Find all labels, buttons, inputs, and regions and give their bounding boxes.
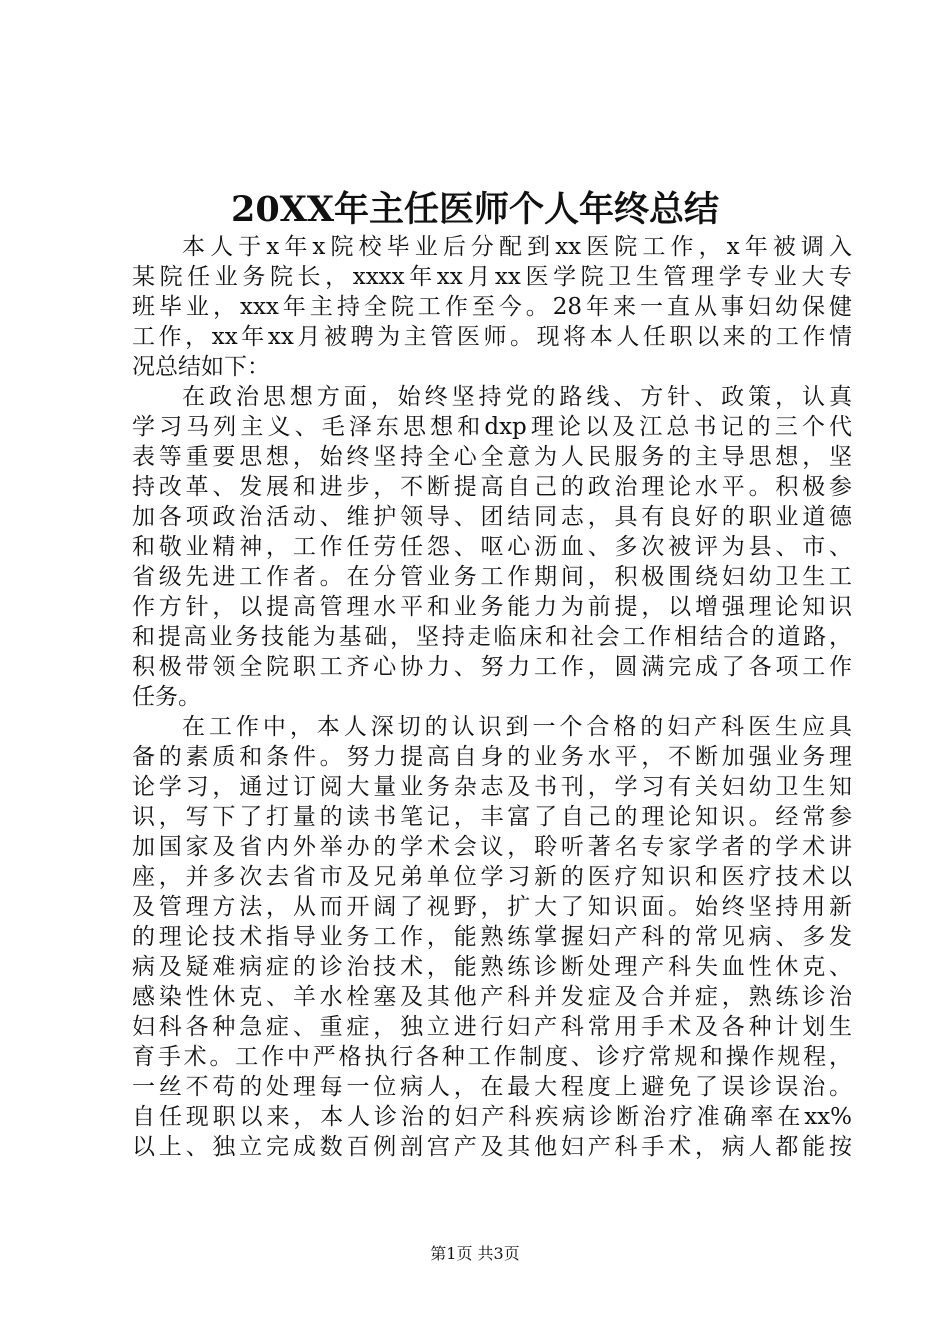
text-line: 本人于x年x院校毕业后分配到xx医院工作，x年被调入	[182, 234, 852, 260]
text-line: 加各项政治活动、维护领导、团结同志，具有良好的职业道德	[132, 504, 852, 530]
text-line: 和提高业务技能为基础，坚持走临床和社会工作相结合的道路，	[132, 624, 852, 650]
text-line: 积极带领全院职工齐心协力、努力工作，圆满完成了各项工作	[132, 654, 852, 680]
text-line: 自任现职以来，本人诊治的妇产科疾病诊断治疗准确率在xx%	[132, 1104, 852, 1130]
text-line: 在政治思想方面，始终坚持党的路线、方针、政策，认真	[182, 384, 852, 410]
text-line: 妇科各种急症、重症，独立进行妇产科常用手术及各种计划生	[132, 1014, 852, 1040]
page-footer: 第1页 共3页	[430, 1244, 520, 1263]
text-line: 论学习，通过订阅大量业务杂志及书刊，学习有关妇幼卫生知	[132, 774, 852, 800]
text-line: 学习马列主义、毛泽东思想和dxp理论以及江总书记的三个代	[132, 414, 852, 440]
text-line: 备的素质和条件。努力提高自身的业务水平，不断加强业务理	[132, 744, 852, 770]
text-line: 班毕业，xxx年主持全院工作至今。28年来一直从事妇幼保健	[132, 294, 852, 320]
text-line: 及管理方法，从而开阔了视野，扩大了知识面。始终坚持用新	[132, 894, 852, 920]
text-line: 表等重要思想，始终坚持全心全意为人民服务的主导思想，坚	[132, 444, 852, 470]
text-line: 持改革、发展和进步，不断提高自己的政治理论水平。积极参	[132, 474, 852, 500]
text-line: 以上、独立完成数百例剖宫产及其他妇产科手术，病人都能按	[132, 1134, 852, 1160]
text-line: 感染性休克、羊水栓塞及其他产科并发症及合并症，熟练诊治	[132, 984, 852, 1010]
text-line: 病及疑难病症的诊治技术，能熟练诊断处理产科失血性休克、	[132, 954, 852, 980]
document-body	[132, 232, 852, 1162]
text-line: 座，并多次去省市及兄弟单位学习新的医疗知识和医疗技术以	[132, 864, 852, 890]
text-line: 作方针，以提高管理水平和业务能力为前提，以增强理论知识	[132, 594, 852, 620]
text-line: 和敬业精神，工作任劳任怨、呕心沥血、多次被评为县、市、	[132, 534, 852, 560]
text-line: 的理论技术指导业务工作，能熟练掌握妇产科的常见病、多发	[132, 924, 852, 950]
text-line: 某院任业务院长，xxxx年xx月xx医学院卫生管理学专业大专	[132, 264, 852, 290]
text-line: 在工作中，本人深切的认识到一个合格的妇产科医生应具	[182, 714, 852, 740]
text-line: 况总结如下：	[132, 354, 270, 380]
text-line: 识，写下了打量的读书笔记，丰富了自己的理论知识。经常参	[132, 804, 852, 830]
text-line: 育手术。工作中严格执行各种工作制度、诊疗常规和操作规程，	[132, 1044, 852, 1070]
document-title: 20XX年主任医师个人年终总结	[230, 189, 720, 230]
text-line: 任务。	[132, 684, 201, 710]
text-line: 一丝不苟的处理每一位病人，在最大程度上避免了误诊误治。	[132, 1074, 852, 1100]
text-line: 省级先进工作者。在分管业务工作期间，积极围绕妇幼卫生工	[132, 564, 852, 590]
text-line: 加国家及省内外举办的学术会议，聆听著名专家学者的学术讲	[132, 834, 852, 860]
text-line: 工作，xx年xx月被聘为主管医师。现将本人任职以来的工作情	[132, 324, 852, 350]
